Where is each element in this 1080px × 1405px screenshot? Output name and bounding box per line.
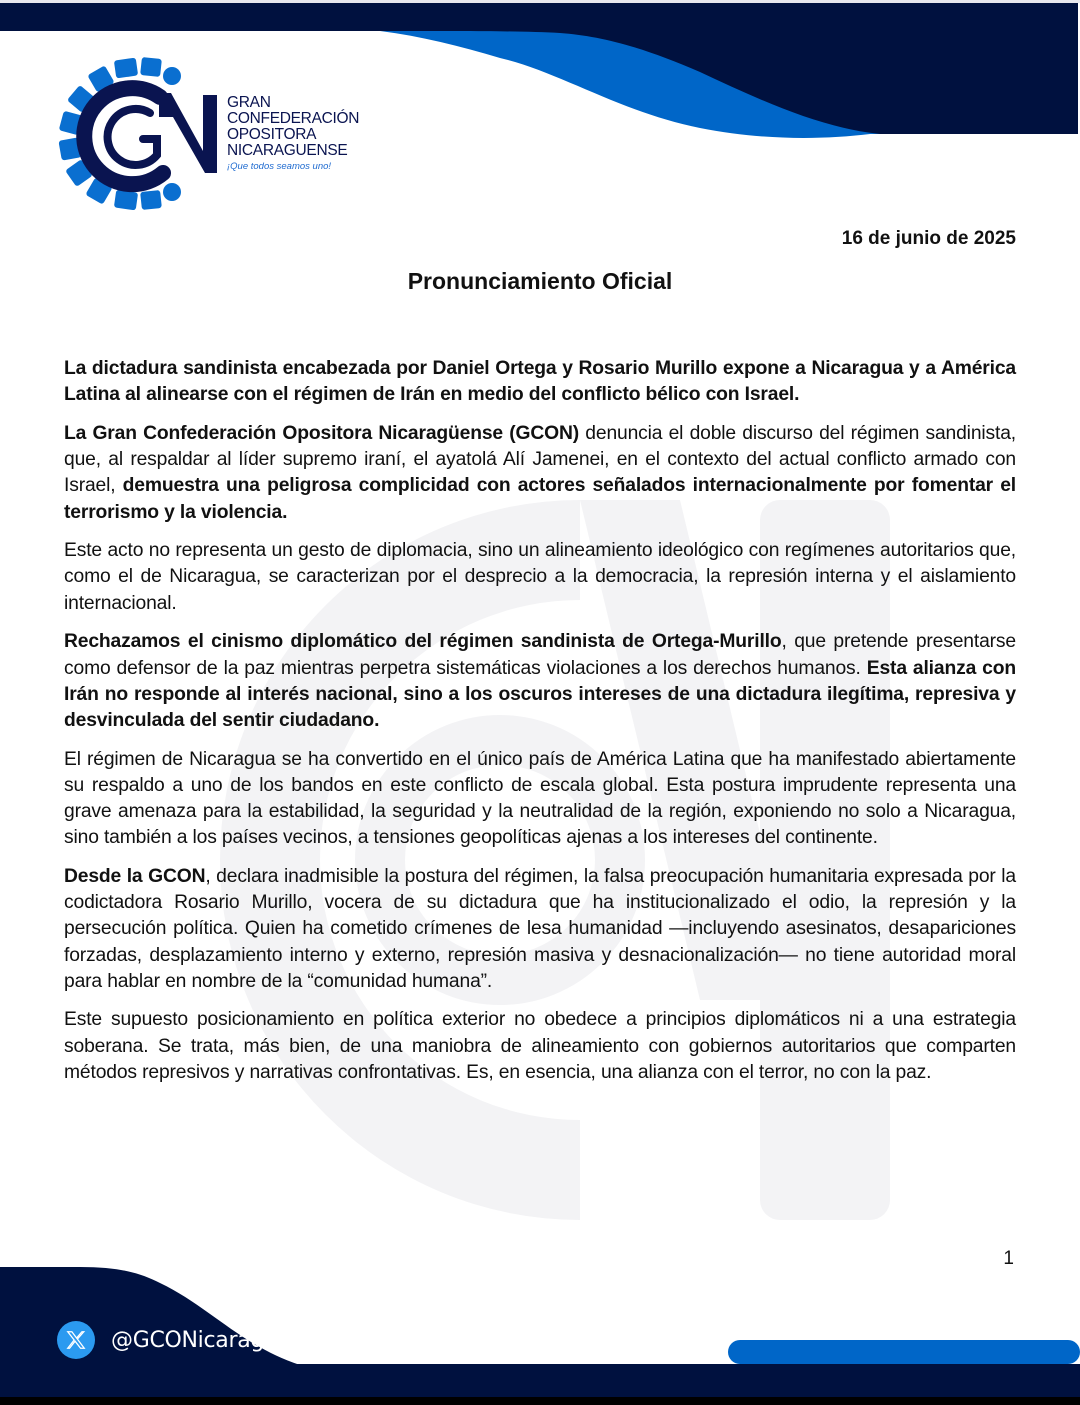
paragraph-7 [64, 1007, 1016, 1086]
bold-text-run: La dictadura sandinista encabezada por Daniel Ortega y Rosario Murillo expone a Nicaragua y a América Latina al alinearse con el régimen de Irán en medio del conflicto bélico con Israel. [64, 358, 1016, 406]
paragraph-6 [64, 864, 1016, 995]
text-run: Este supuesto posicionamiento en política exterior no obedece a principios diplomáticos ni a una estrategia soberana. Se trata, más bien, de una maniobra de alineamiento con gobiernos autoritarios que comparten métodos represivos y narrativas confrontativas. Es, en esencia, una alianza con el terror, no con la paz. [64, 1009, 1016, 1083]
logo-text [227, 95, 359, 172]
text-run: , declara inadmisible la postura del régimen, la falsa preocupación humanitaria expresada por la codictadora Rosario Murillo, vocera de su dictadura que ha institucionalizado el odio, la represión y la persecución política. Quien ha cometido crímenes de lesa humanidad —incluyendo asesinatos, desapariciones forzadas, desplazamiento interno y externo, represión masiva y desnacionalización— no tiene autoridad moral para hablar en nombre de la “comunidad humana”. [64, 865, 1017, 992]
logo-line-4: NICARAGUENSE [227, 142, 348, 159]
text-run: , que pretende presentarse como defensor de la paz mientras perpetra sistemáticas violaciones a los derechos humanos. [64, 631, 1016, 679]
paragraph-2 [64, 421, 1016, 526]
logo-line-3: OPOSITORA [227, 126, 317, 143]
paragraph-5 [64, 747, 1016, 852]
paragraph-4 [64, 629, 1016, 734]
bold-text-run: demuestra una peligrosa complicidad con actores señalados internacionalmente por fomentar el terrorismo y la violencia. [64, 475, 1016, 523]
x-twitter-icon [57, 1321, 95, 1359]
text-run: El régimen de Nicaragua se ha convertido en el único país de América Latina que ha manifestado abiertamente su respaldo a uno de los bandos en este conflicto de escala global. Esta postura imprudente representa una grave amenaza para la estabilidad, la seguridad y la neutralidad de la región, exponiendo no solo a Nicaragua, sino también a los países vecinos, a tensiones geopolíticas ajenas a los intereses del continente. [64, 748, 1016, 849]
footer-navy-strip [0, 1364, 1080, 1398]
bold-text-run: Rechazamos el cinismo diplomático del régimen sandinista de Ortega-Murillo [64, 631, 782, 653]
paragraph-1 [64, 356, 1016, 408]
logo-line-1: GRAN [227, 94, 271, 111]
logo-tagline: ¡Que todos seamos uno! [227, 161, 332, 172]
footer-blue-bar [728, 1340, 1080, 1364]
social-handle[interactable] [57, 1321, 291, 1359]
text-run: Este acto no representa un gesto de diplomacia, sino un alineamiento ideológico con regímenes autoritarios que, como el de Nicaragua, se caracterizan por el desprecio a la democracia, la represión interna y el aislamiento internacional. [64, 540, 1016, 614]
gcon-logo [55, 55, 375, 215]
bold-text-run: La Gran Confederación Opositora Nicaragüense (GCON) [64, 422, 580, 444]
paragraph-3 [64, 538, 1016, 617]
document-date: 16 de junio de 2025 [841, 228, 1016, 249]
bold-text-run: Esta alianza con Irán no responde al interés nacional, sino a los oscuros intereses de una dictadura ilegítima, represiva y desvinculada del sentir ciudadano. [64, 657, 1016, 731]
gcon-logo-icon [55, 55, 225, 215]
twitter-handle[interactable]: @GCONicaragua [111, 1327, 291, 1353]
page-number: 1 [1003, 1248, 1014, 1269]
document-body [64, 356, 1016, 1099]
top-edge-line [0, 0, 1080, 3]
document-title: Pronunciamiento Oficial [407, 268, 673, 294]
text-run: denuncia el doble discurso del régimen sandinista, que, al respaldar al líder supremo iraní, el ayatolá Alí Jamenei, en el contexto del actual conflicto armado con Israel, [64, 422, 1017, 497]
bottom-edge [0, 1397, 1080, 1405]
logo-line-2: CONFEDERACIÓN [227, 110, 360, 127]
bold-text-run: Desde la GCON [64, 865, 206, 887]
